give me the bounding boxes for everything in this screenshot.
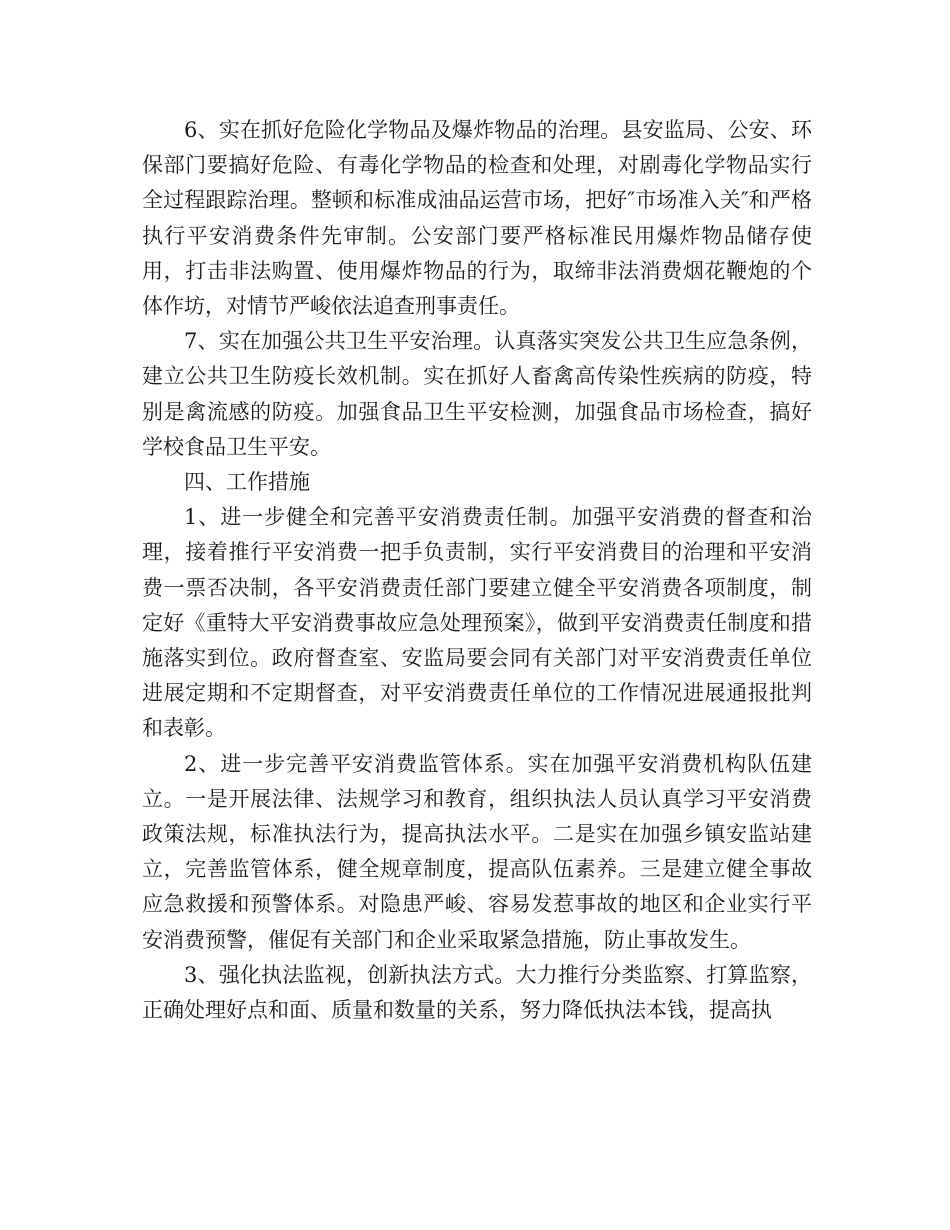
document-body bbox=[142, 113, 812, 1028]
section-heading-work-measures: 四、工作措施 bbox=[184, 470, 310, 495]
paragraph-item-6: 6、实在抓好危险化学物品及爆炸物品的治理。县安监局、公安、环保部门要搞好危险、有毒化学物品的检查和处理，对剧毒化学物品实行全过程跟踪治理。整顿和标准成油品运营市场，把好″市场准入关″和严格执行平安消费条件先审制。公安部门要严格标准民用爆炸物品储存使用，打击非法购置、使用爆炸物品的行为，取缔非法消费烟花鞭炮的个体作坊，对情节严峻依法追查刑事责任。 bbox=[142, 118, 812, 319]
paragraph-measure-2: 2、进一步完善平安消费监管体系。实在加强平安消费机构队伍建立。一是开展法律、法规学习和教育，组织执法人员认真学习平安消费政策法规，标准执法行为，提高执法水平。二是实在加强乡镇安监站建立，完善监管体系，健全规章制度，提高队伍素养。三是建立健全事故应急救援和预警体系。对隐患严峻、容易发惹事故的地区和企业实行平安消费预警，催促有关部门和企业采取紧急措施，防止事故发生。 bbox=[142, 751, 812, 952]
paragraph-measure-3: 3、强化执法监视，创新执法方式。大力推行分类监察、打算监察，正确处理好点和面、质量和数量的关系，努力降低执法本钱，提高执 bbox=[142, 962, 812, 1023]
paragraph-measure-1: 1、进一步健全和完善平安消费责任制。加强平安消费的督查和治理，接着推行平安消费一把手负责制，实行平安消费目的治理和平安消费一票否决制，各平安消费责任部门要建立健全平安消费各项制度，制定好《重特大平安消费事故应急处理预案》，做到平安消费责任制度和措施落实到位。政府督查室、安监局要会同有关部门对平安消费责任单位进展定期和不定期督查，对平安消费责任单位的工作情况进展通报批判和表彰。 bbox=[142, 505, 812, 741]
paragraph-item-7: 7、实在加强公共卫生平安治理。认真落实突发公共卫生应急条例，建立公共卫生防疫长效机制。实在抓好人畜禽高传染性疾病的防疫，特别是禽流感的防疫。加强食品卫生平安检测，加强食品市场检查，搞好学校食品卫生平安。 bbox=[142, 329, 812, 459]
